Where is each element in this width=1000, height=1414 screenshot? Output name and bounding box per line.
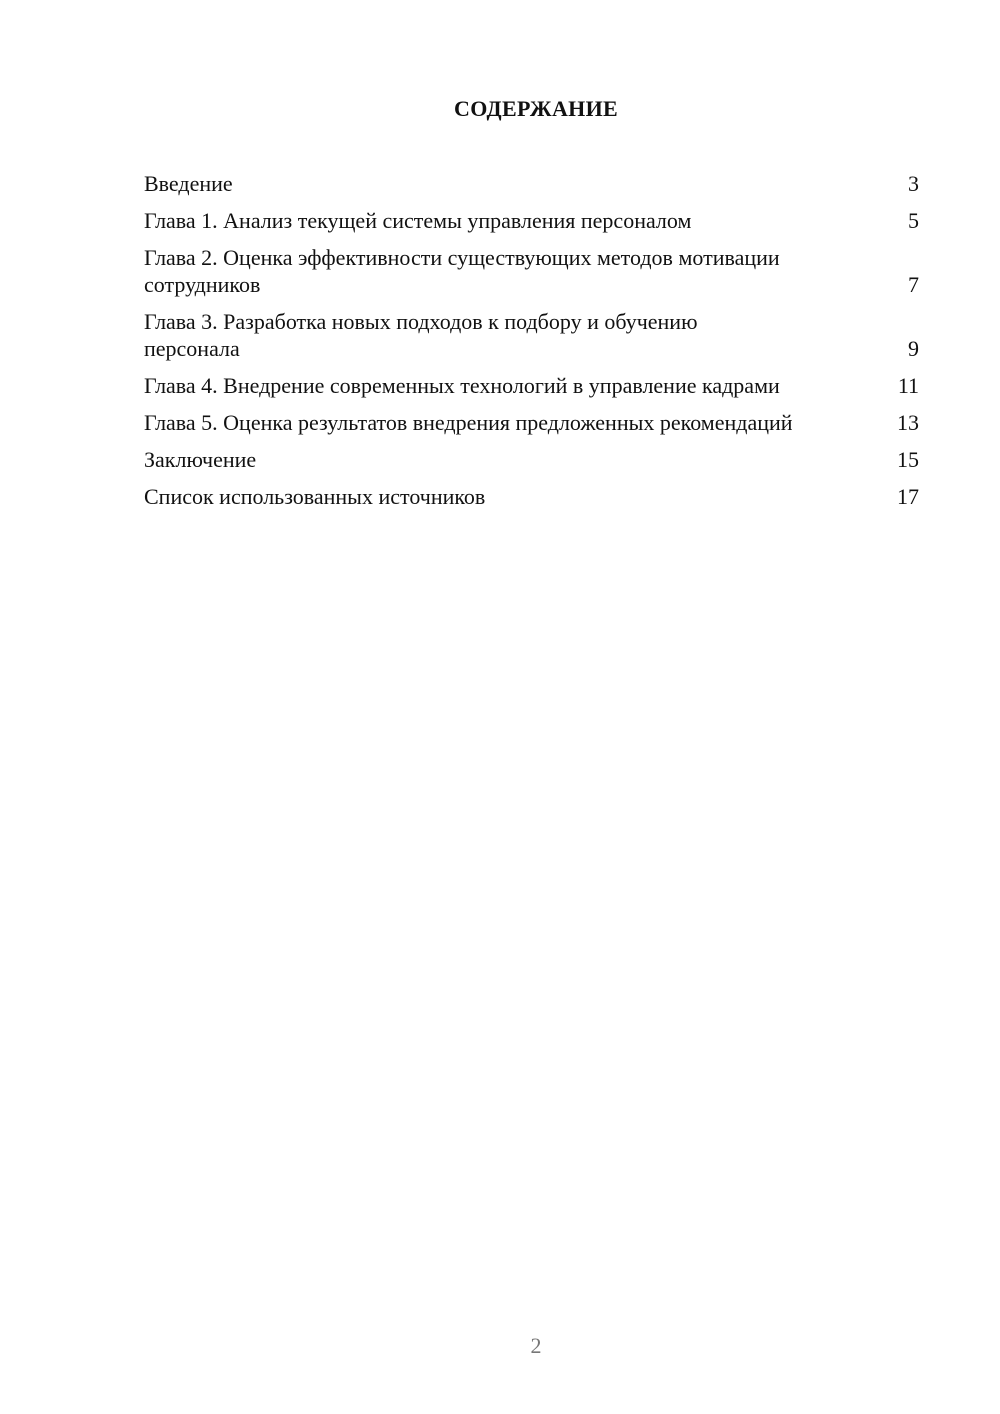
toc-entry-page: 7 <box>908 272 919 297</box>
toc-entry-page: 5 <box>908 208 919 233</box>
toc-entry-chapter-3 <box>144 308 919 362</box>
toc-entry-text: Глава 2. Оценка эффективности существующих методов мотивации сотрудников <box>144 245 780 297</box>
toc-entry-chapter-5 <box>144 409 919 436</box>
toc-entry-text: Глава 4. Внедрение современных технологий в управление кадрами <box>144 373 780 398</box>
toc-entry-chapter-4 <box>144 372 919 399</box>
toc-entry-page: 17 <box>897 484 919 509</box>
toc-entry-page: 13 <box>897 410 919 435</box>
toc-entry-introduction <box>144 170 919 197</box>
toc-entry-conclusion <box>144 446 919 473</box>
toc-entry-chapter-1 <box>144 207 919 234</box>
page-number: 2 <box>530 1333 542 1358</box>
toc-entry-page: 15 <box>897 447 919 472</box>
toc-entry-page: 9 <box>908 336 919 361</box>
toc-entry-references <box>144 483 919 510</box>
toc-entry-page: 3 <box>908 171 919 196</box>
toc-entry-text: Список использованных источников <box>144 484 486 509</box>
toc-title: СОДЕРЖАНИЕ <box>454 96 618 121</box>
toc-entry-text: Глава 1. Анализ текущей системы управления персоналом <box>144 208 692 233</box>
toc-entry-text: Введение <box>144 171 233 196</box>
toc-entry-text: Глава 5. Оценка результатов внедрения предложенных рекомендаций <box>144 410 793 435</box>
toc-entry-chapter-2 <box>144 244 919 298</box>
toc-entry-text: Заключение <box>144 447 257 472</box>
toc-entry-page: 11 <box>897 373 919 398</box>
toc-entry-text: Глава 3. Разработка новых подходов к подбору и обучению персонала <box>144 309 698 361</box>
table-of-contents <box>144 170 919 520</box>
